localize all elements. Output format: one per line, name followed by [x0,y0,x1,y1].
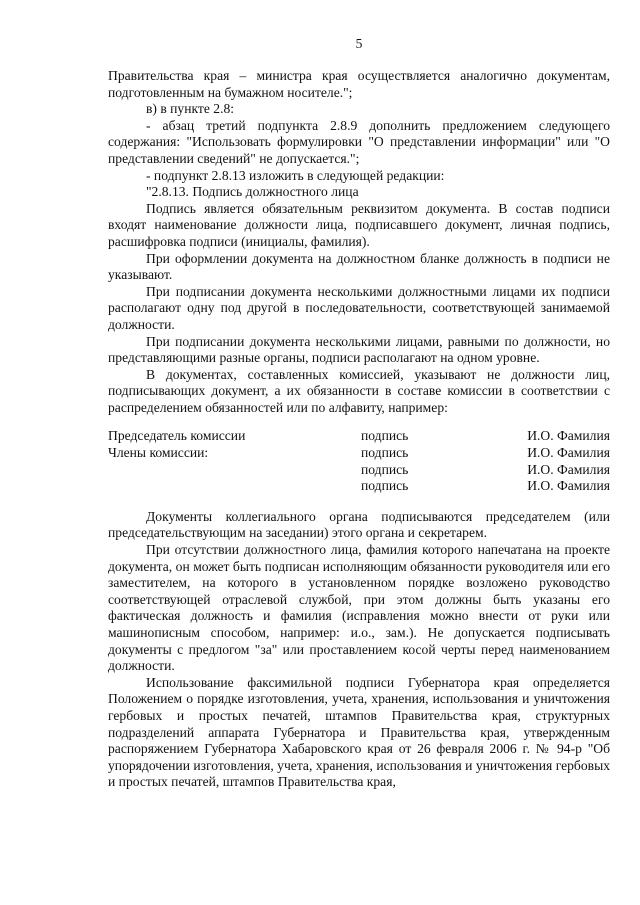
paragraph: Подпись является обязательным реквизитом документа. В состав подписи входят наименование должности лица, подписавшего документ, личная подпись, расшифровка подписи (инициалы, фамилия). [108,200,610,249]
paragraphs-bottom [108,509,610,791]
signature-row [108,462,610,479]
signature-block [108,428,610,494]
signature-name: И.О. Фамилия [527,445,610,461]
signature-name: И.О. Фамилия [527,461,610,477]
signature-row [108,478,610,495]
paragraphs-top [108,68,610,416]
paragraph: Использование факсимильной подписи Губернатора края определяется Положением о порядке изготовления, учета, хранения, использования и уничтожения гербовых и простых печатей, штампов Правительства края, структурных подразделений аппарата Губернатора и Правительства края, утвержденным распоряжением Губернатора Хабаровского края от 26 февраля 2006 г. № 94-р "Об упорядочении изготовления, учета, хранения, использования и уничтожения гербовых и простых печатей, штампов Правительства края, [108,674,610,790]
paragraph: При отсутствии должностного лица, фамилия которого напечатана на проекте документа, он может быть подписан исполняющим обязанности руководителя или его заместителем, на которого в установленном порядке возложено руководство соответствующей отраслевой службой, при этом должны быть указаны его фактическая должность и фамилия (исправления можно внести от руки или машинописным способом, например: и.о., зам.). Не допускается подписывать документы с предлогом "за" или проставлением косой черты перед наименованием должности. [108,542,610,674]
paragraph: Документы коллегиального органа подписываются председателем (или председательствующим на заседании) этого органа и секретарем. [108,508,610,541]
signature-placeholder: подпись [361,478,409,494]
signature-row [108,428,610,445]
signature-placeholder: подпись [361,445,409,461]
signature-role: Члены комиссии: [108,445,209,461]
signature-name: И.О. Фамилия [527,478,610,494]
paragraph: в) в пункте 2.8: [146,101,235,117]
paragraph: При подписании документа несколькими должностными лицами их подписи располагают одну под другой в последовательности, соответствующей занимаемой должности. [108,283,610,332]
document-body [108,68,610,791]
paragraph: В документах, составленных комиссией, указывают не должности лиц, подписывающих документ, а их обязанности в составе комиссии в соответствии с распределением обязанностей или по алфавиту, например: [108,366,610,415]
signature-role: Председатель комиссии [108,428,246,444]
paragraph: - подпункт 2.8.13 изложить в следующей редакции: [146,167,445,183]
signature-name: И.О. Фамилия [527,428,610,444]
paragraph: - абзац третий подпункта 2.8.9 дополнить предложением следующего содержания: "Использовать формулировки "О представлении информации" или "О представлении сведений" не допускается."; [108,117,610,166]
page-number: 5 [355,36,363,51]
signature-placeholder: подпись [361,428,409,444]
paragraph: При подписании документа несколькими лицами, равными по должности, но представляющими разные органы, подписи располагают на одном уровне. [108,333,610,366]
signature-placeholder: подпись [361,461,409,477]
paragraph: При оформлении документа на должностном бланке должность в подписи не указывают. [108,250,610,283]
paragraph: "2.8.13. Подпись должностного лица [146,184,359,200]
paragraph: Правительства края – министра края осуществляется аналогично документам, подготовленным на бумажном носителе."; [108,68,610,100]
signature-row [108,445,610,462]
